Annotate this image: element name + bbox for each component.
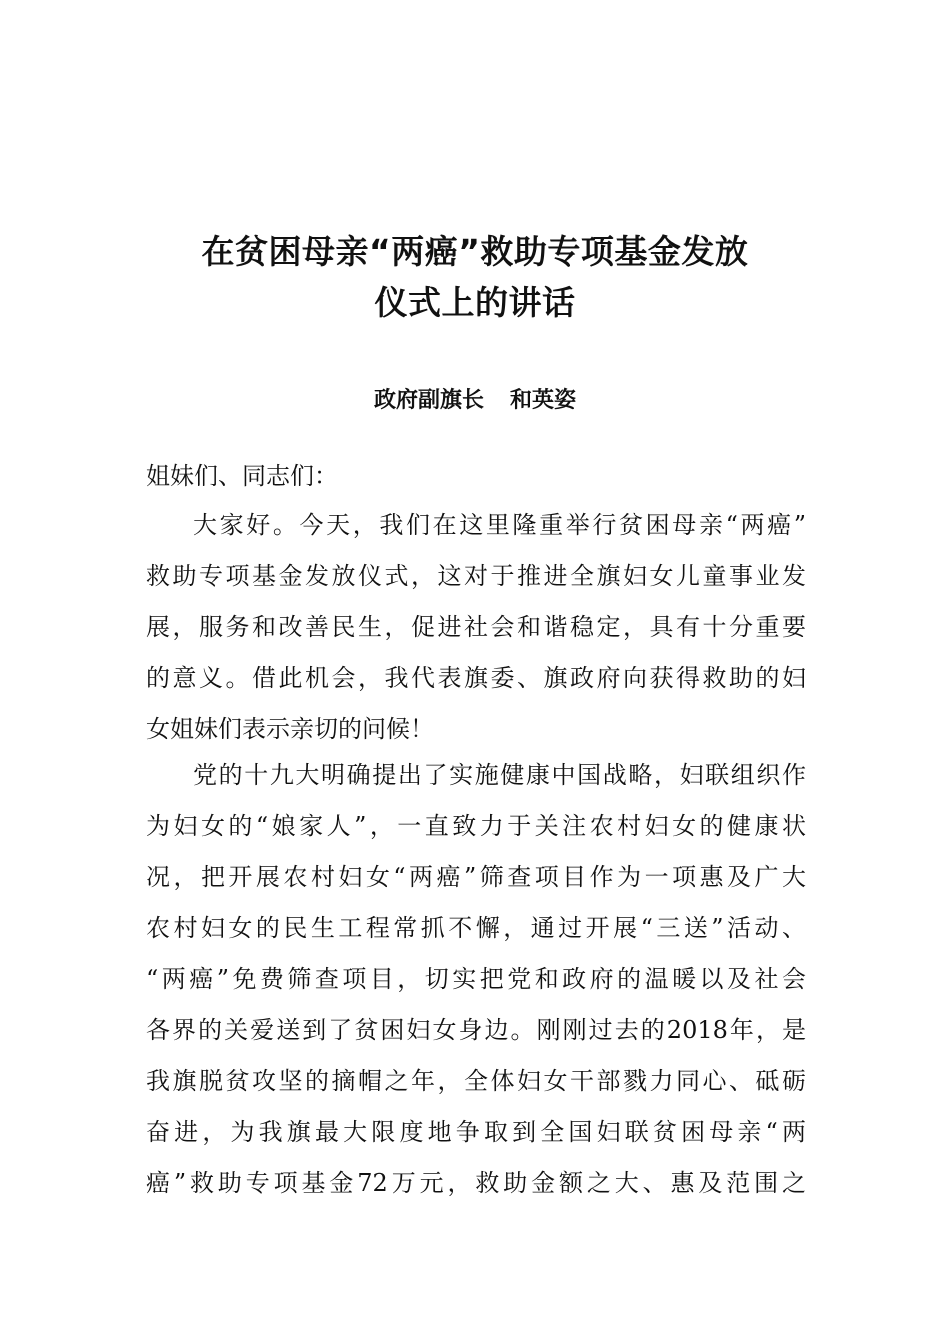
byline-name: 和英姿 <box>510 387 577 413</box>
document-title-line-1: 在贫困母亲“两癌”救助专项基金发放 <box>201 232 749 271</box>
paragraph-line: 况，把开展农村妇女“两癌”筛查项目作为一项惠及广大 <box>146 863 806 891</box>
paragraph-line: 党的十九大明确提出了实施健康中国战略，妇联组织作 <box>193 761 806 789</box>
paragraph-1 <box>146 500 806 755</box>
paragraph-line: 女姐妹们表示亲切的问候！ <box>146 715 434 743</box>
paragraph-line: 各界的关爱送到了贫困妇女身边。刚刚过去的2018年，是 <box>146 1016 806 1044</box>
paragraph-line: 的意义。借此机会，我代表旗委、旗政府向获得救助的妇 <box>146 664 806 692</box>
byline <box>0 380 950 420</box>
byline-role: 政府副旗长 <box>373 387 484 413</box>
paragraph-line: “两癌”免费筛查项目，切实把党和政府的温暖以及社会 <box>146 965 806 993</box>
paragraph-line: 大家好。今天，我们在这里隆重举行贫困母亲“两癌” <box>193 511 806 539</box>
paragraph-line: 我旗脱贫攻坚的摘帽之年，全体妇女干部戮力同心、砥砺 <box>146 1067 806 1095</box>
document-title-line-2: 仪式上的讲话 <box>374 283 576 322</box>
paragraph-line: 为妇女的“娘家人”，一直致力于关注农村妇女的健康状 <box>146 812 806 840</box>
paragraph-line: 癌”救助专项基金72万元，救助金额之大、惠及范围之 <box>146 1169 806 1197</box>
paragraph-line: 救助专项基金发放仪式，这对于推进全旗妇女儿童事业发 <box>146 562 806 590</box>
paragraph-2 <box>146 750 806 1209</box>
paragraph-line: 农村妇女的民生工程常抓不懈，通过开展“三送”活动、 <box>146 914 806 942</box>
paragraph-line: 展，服务和改善民生，促进社会和谐稳定，具有十分重要 <box>146 613 806 641</box>
paragraph-line: 奋进，为我旗最大限度地争取到全国妇联贫困母亲“两 <box>146 1118 806 1146</box>
salutation: 姐妹们、同志们： <box>146 462 338 490</box>
